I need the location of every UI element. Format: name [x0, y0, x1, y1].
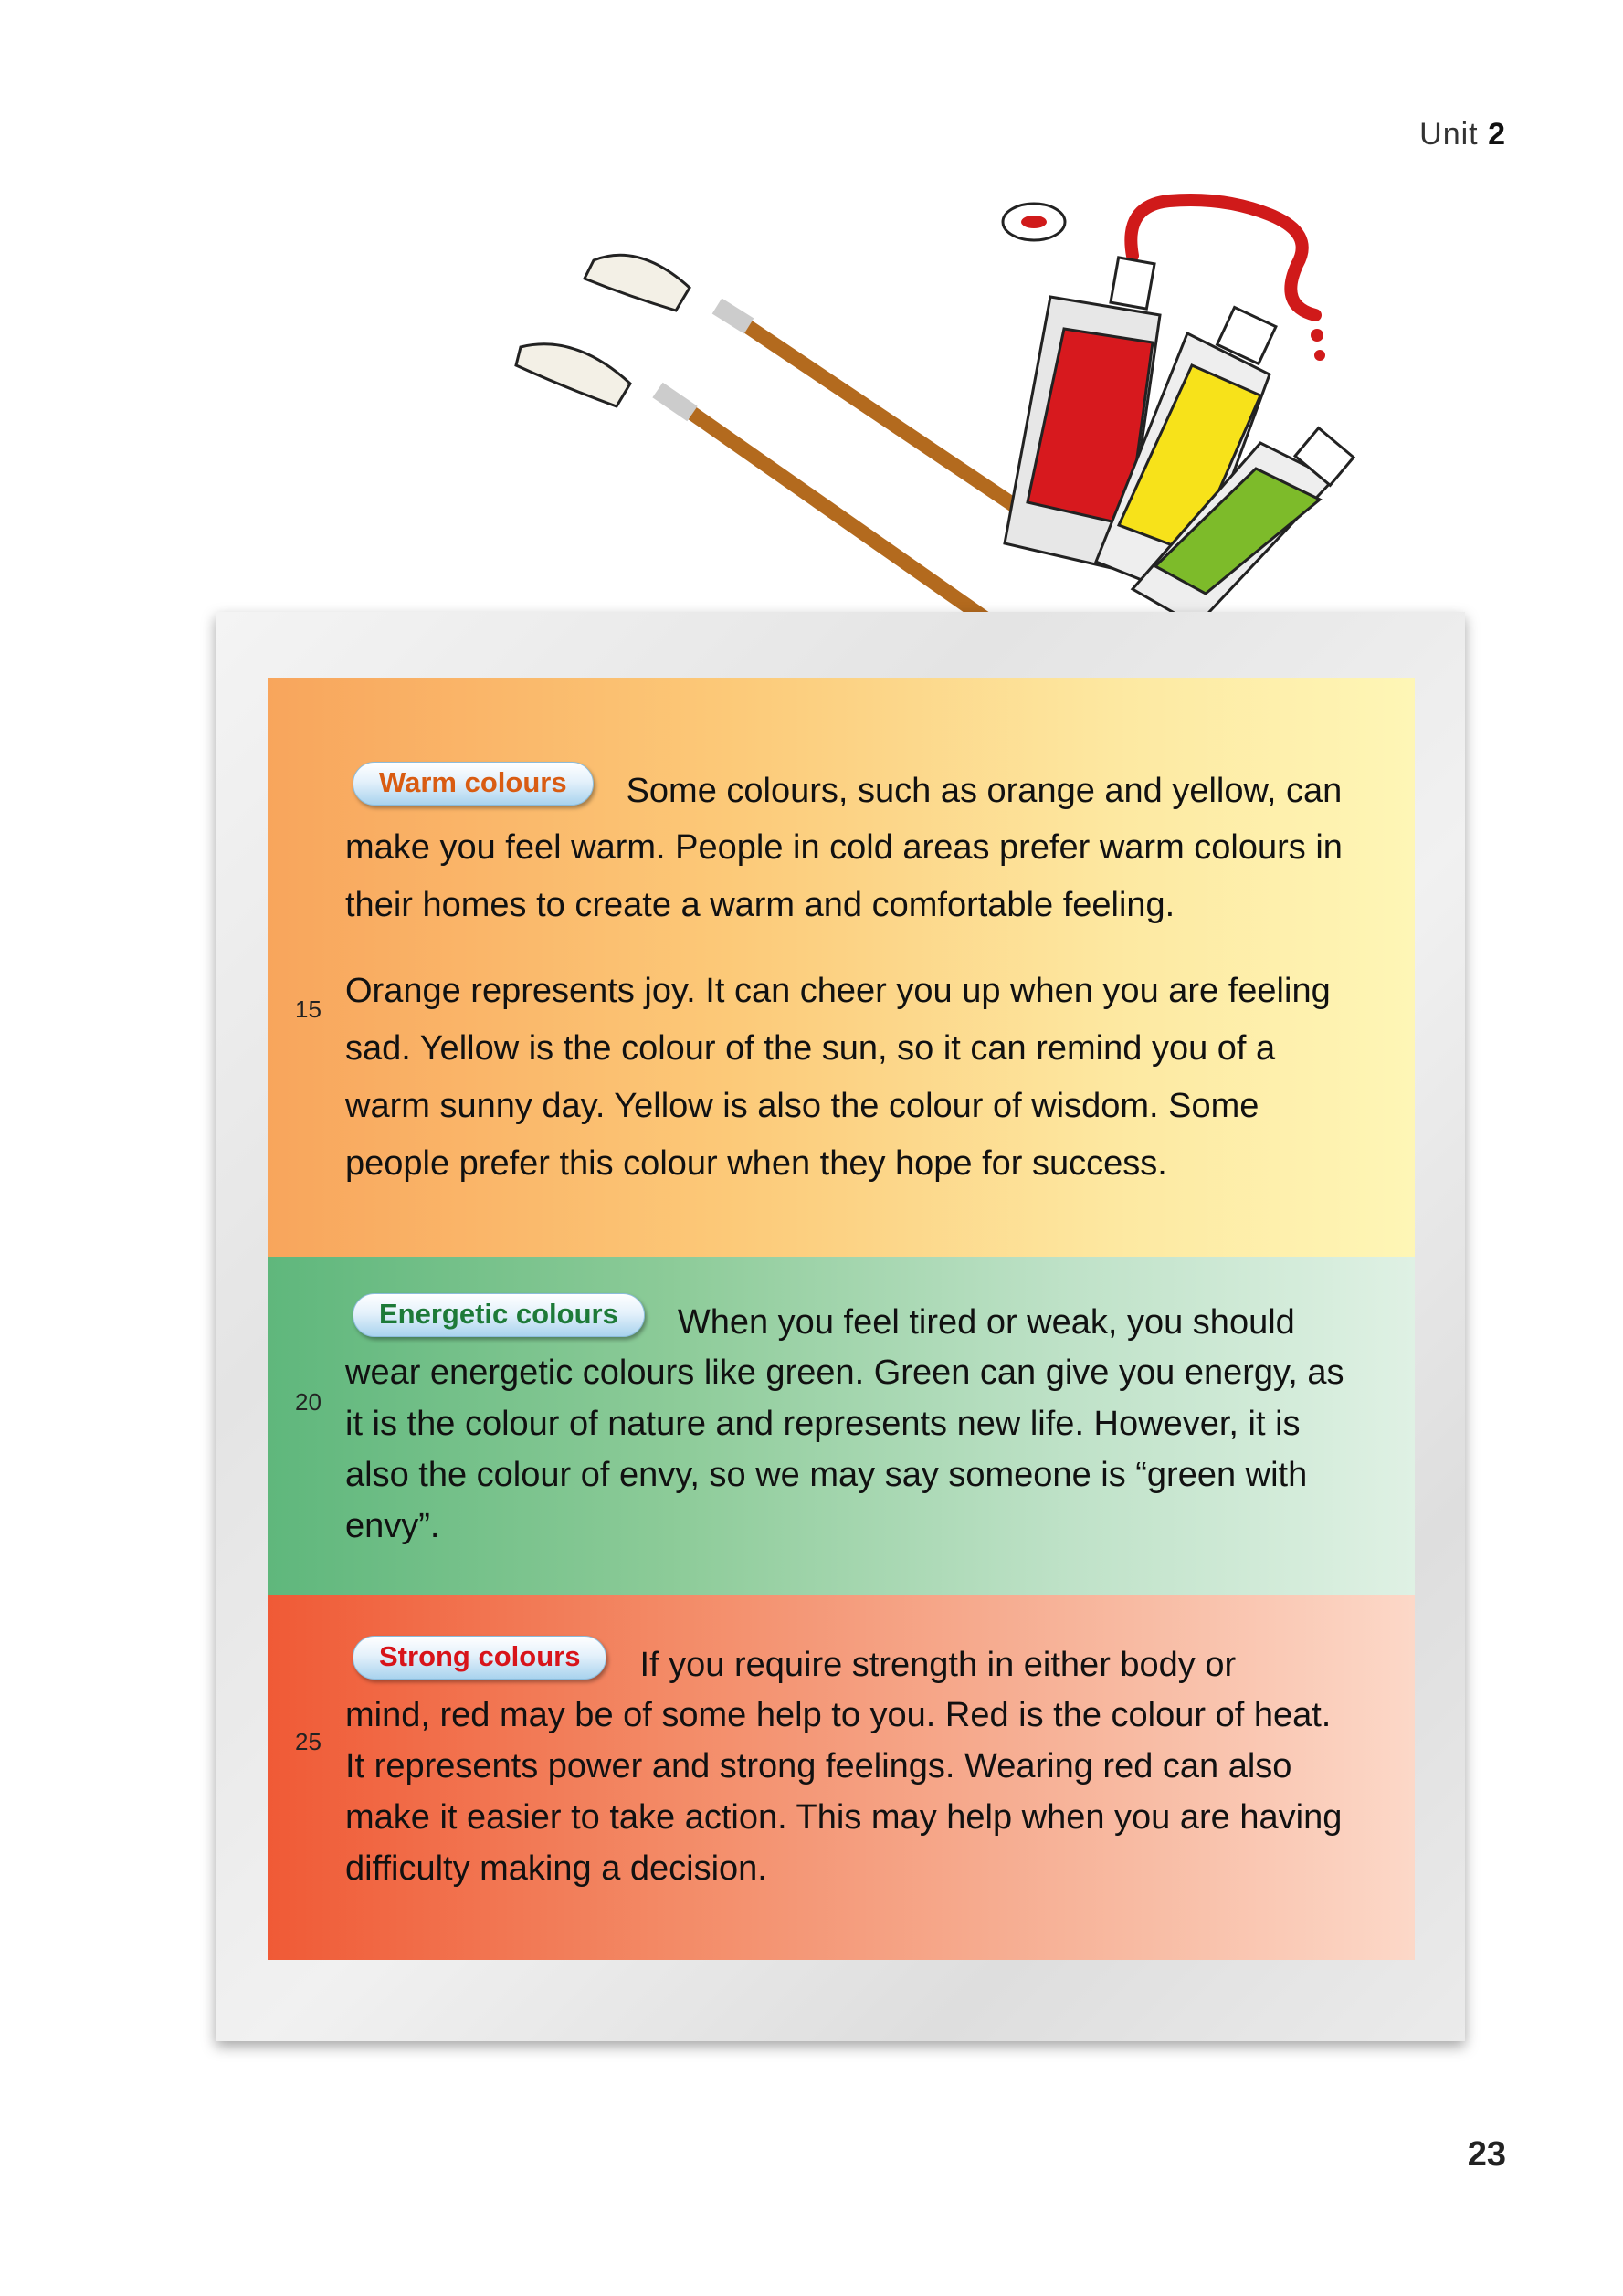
text-line: their homes to create a warm and comfortable feeling.: [345, 886, 1175, 924]
strong-colours-section: [268, 1595, 1415, 1960]
text-line: envy”.: [345, 1507, 440, 1545]
text-line: it is the colour of nature and represents new life. However, it is: [345, 1405, 1301, 1443]
unit-label: [1419, 117, 1506, 153]
text-line: Warm colours Some colours, such as orange and yellow, can: [345, 771, 1343, 828]
warm-colours-tag: Warm colours: [353, 762, 594, 806]
text-line: sad. Yellow is the colour of the sun, so it can remind you of a: [345, 1029, 1276, 1068]
line-number: 25: [295, 1728, 321, 1755]
line-number: 15: [295, 995, 321, 1023]
energetic-paragraph: [345, 1298, 1344, 1558]
strong-colours-tag: Strong colours: [353, 1636, 606, 1680]
text-line: Energetic colours When you feel tired or weak, you should: [345, 1302, 1344, 1353]
text-line: wear energetic colours like green. Green can give you energy, as: [345, 1353, 1344, 1392]
warm-paragraph-1: [345, 766, 1343, 943]
text-line: Strong colours If you require strength in either body or: [345, 1645, 1342, 1696]
text-line: mind, red may be of some help to you. Red is the colour of heat.: [345, 1696, 1332, 1734]
text-line: It represents power and strong feelings. Wearing red can also: [345, 1747, 1292, 1785]
line-number: 20: [295, 1388, 321, 1416]
energetic-colours-section: [268, 1257, 1415, 1595]
red-paint-stream-icon: [1131, 200, 1315, 315]
text-line: also the colour of envy, so we may say someone is “green with: [345, 1456, 1308, 1494]
paintbrush-icon: [516, 344, 996, 626]
warm-paragraph-2: [345, 972, 1331, 1202]
paint-tubes-and-brushes-illustration: [493, 178, 1507, 653]
text-line: people prefer this colour when they hope for success.: [345, 1144, 1167, 1183]
warm-colours-section: [268, 678, 1415, 1257]
text-line: warm sunny day. Yellow is also the colour of wisdom. Some: [345, 1087, 1259, 1125]
strong-paragraph: [345, 1640, 1343, 1901]
unit-word: Unit: [1419, 117, 1479, 152]
text-line: Orange represents joy. It can cheer you up when you are feeling: [345, 972, 1331, 1010]
text-line: make it easier to take action. This may help when you are having: [345, 1798, 1343, 1837]
text-line: make you feel warm. People in cold areas prefer warm colours in: [345, 828, 1343, 867]
text-line: difficulty making a decision.: [345, 1849, 767, 1888]
page-number: 23: [1467, 2135, 1506, 2174]
unit-number: 2: [1488, 117, 1506, 152]
energetic-colours-tag: Energetic colours: [353, 1293, 645, 1337]
